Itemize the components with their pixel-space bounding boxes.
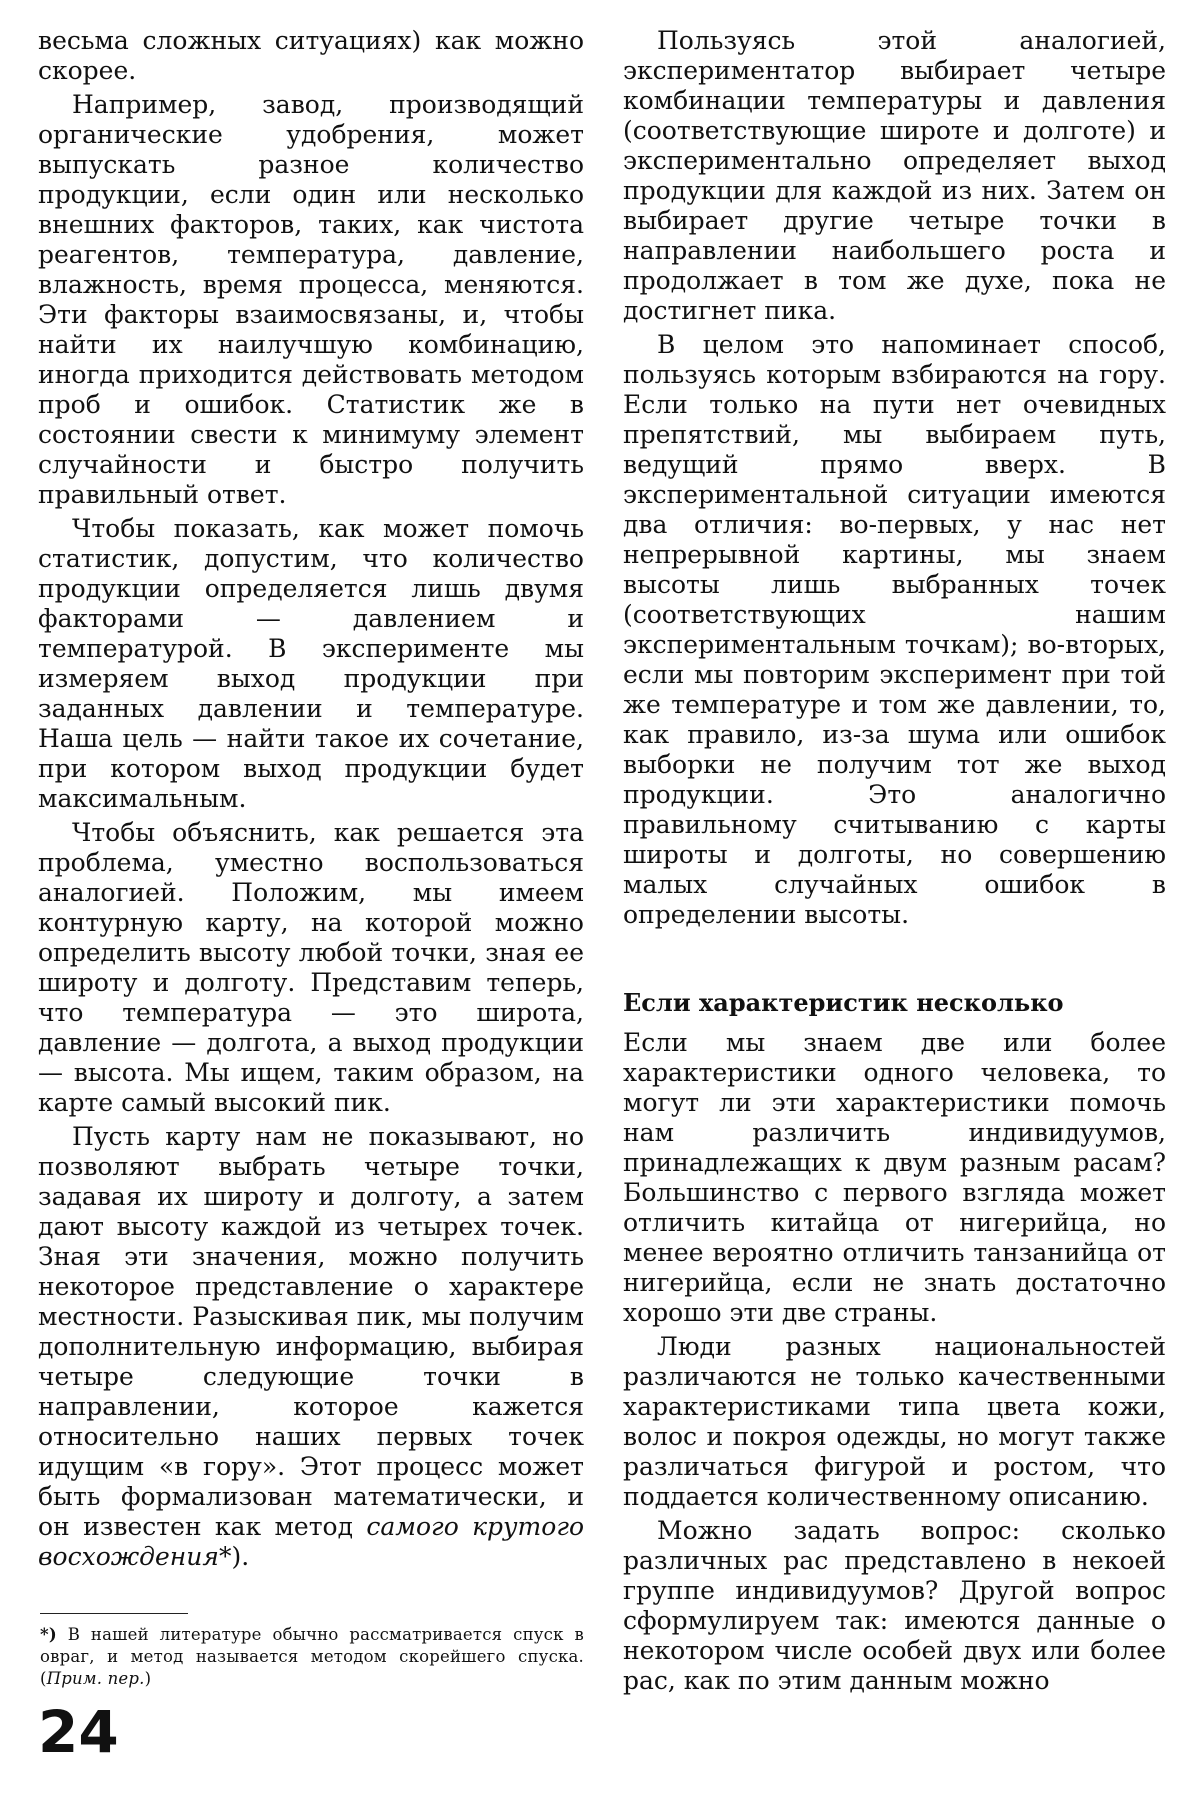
paragraph: Например, завод, производящий органические удобрения, может выпускать разное количество продукции, если один или несколько внешних факторов, таких, как чистота реагентов, температура, давление, влажность, время процесса, меняются. Эти факторы взаимосвязаны, и, чтобы найти их наилучшую комбинацию, иногда приходится действовать методом проб и ошибок. Статистик же в состоянии свести к минимуму элемент случайности и быстро получить правильный ответ. bbox=[38, 90, 584, 509]
right-column bbox=[623, 26, 1166, 1700]
footnote-divider bbox=[40, 1613, 188, 1614]
footnote bbox=[40, 1624, 584, 1690]
paragraph: весьма сложных ситуациях) как можно скорее. bbox=[38, 26, 584, 85]
paragraph: В целом это напоминает способ, пользуясь которым взбираются на гору. Если только на пути нет очевидных препятствий, мы выбираем путь, ведущий прямо вверх. В экспериментальной ситуации имеются два отличия: во-первых, у нас нет непрерывной картины, мы знаем высоты лишь выбранных точек (соответствующих нашим экспериментальным точкам); во-вторых, если мы повторим эксперимент при той же температуре и том же давлении, то, как правило, из-за шума или ошибок выборки не получим тот же выход продукции. Это аналогично правильному считыванию с карты широты и долготы, но совершению малых случайных ошибок в определении высоты. bbox=[623, 330, 1166, 929]
footnote-mark: *) bbox=[40, 1625, 57, 1644]
page-number: 24 bbox=[38, 1698, 119, 1766]
paragraph: Чтобы показать, как может помочь статистик, допустим, что количество продукции определяется лишь двумя факторами — давлением и температурой. В эксперименте мы измеряем выход продукции при заданных давлении и температуре. Наша цель — найти такое их сочетание, при котором выход продукции будет максимальным. bbox=[38, 514, 584, 813]
paragraph: Пользуясь этой аналогией, экспериментатор выбирает четыре комбинации температуры и давления (соответствующие широте и долготе) и экспериментально определяет выход продукции для каждой из них. Затем он выбирает другие четыре точки в направлении наибольшего роста и продолжает в том же духе, пока не достигнет пика. bbox=[623, 26, 1166, 325]
italic-term: самого крутого восхождения bbox=[38, 1512, 585, 1571]
paragraph: Чтобы объяснить, как решается эта проблема, уместно воспользоваться аналогией. Положим, мы имеем контурную карту, на которой можно определить высоту любой точки, зная ее широту и долготу. Представим теперь, что температура — это широта, давление — долгота, а выход продукции — высота. Мы ищем, таким образом, на карте самый высокий пик. bbox=[38, 818, 584, 1117]
section-heading: Если характеристик несколько bbox=[623, 988, 1064, 1017]
left-column bbox=[38, 26, 584, 1576]
paragraph bbox=[38, 1122, 584, 1572]
footnote-close: ) bbox=[144, 1669, 152, 1688]
paragraph-text: Пусть карту нам не показывают, но позволяют выбрать четыре точки, задавая их широту и долготу, а затем дают высоту каждой из четырех точек. Зная эти значения, можно получить некоторое представление о характере местности. Разыскивая пик, мы получим дополнительную информацию, выбирая четыре следующие точки в направлении, которое кажется относительно наших первых точек идущим «в гору». Этот процесс может быть формализован математически, и он известен как метод bbox=[38, 1122, 584, 1541]
paragraph: Можно задать вопрос: сколько различных рас представлено в некоей группе индивидуумов? Другой вопрос сформулируем так: имеются данные о некотором числе особей двух или более рас, как по этим данным можно bbox=[623, 1516, 1166, 1695]
paragraph: Люди разных национальностей различаются не только качественными характеристиками типа цвета кожи, волос и покроя одежды, но могут также различаться фигурой и ростом, что поддается количественному описанию. bbox=[623, 1332, 1166, 1511]
footnote-reference: *). bbox=[218, 1542, 250, 1571]
footnote-italic: Прим. пер. bbox=[46, 1669, 145, 1688]
paragraph: Если мы знаем две или более характеристики одного человека, то могут ли эти характеристики помочь нам различить индивидуумов, принадлежащих к двум разным расам? Большинство с первого взгляда может отличить китайца от нигерийца, но менее вероятно отличить танзанийца от нигерийца, если не знать достаточно хорошо эти две страны. bbox=[623, 1028, 1166, 1327]
footnote-text: В нашей литературе обычно рассматривается спуск в овраг, и метод называется методом скорейшего спуска. ( bbox=[40, 1625, 584, 1688]
